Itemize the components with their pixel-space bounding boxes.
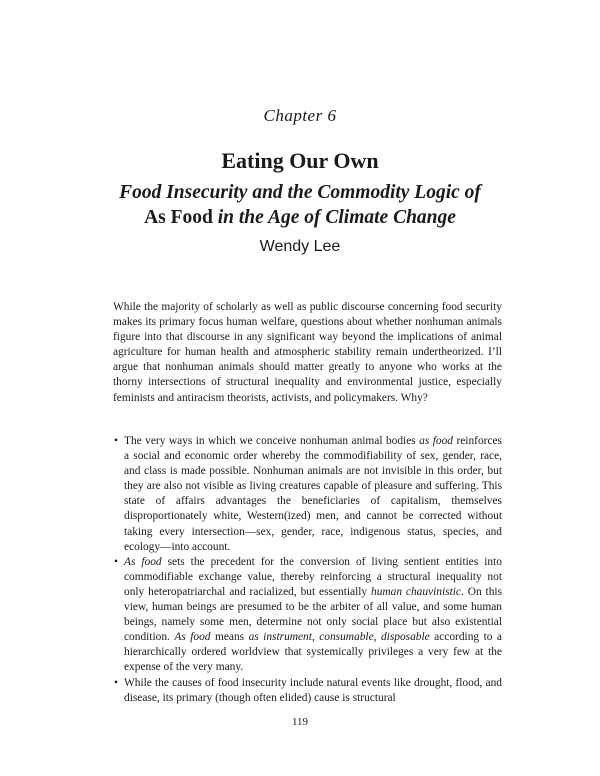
bullet-marker: • [114, 676, 118, 689]
list-item [113, 555, 502, 676]
bullet-text: according to a hierarchically ordered worldview that systemically privileges a very few at the expense of the very many. [124, 631, 502, 674]
bullet-list [113, 434, 502, 706]
chapter-subtitle [0, 180, 600, 230]
bullet-text: reinforces a social and economic order whereby the commodifiability of sex, gender, race, and class is made possible. Nonhuman animals are not invisible in this order, but they are also not visible as living creatures capable of pleasure and suffering. This state of affairs advantages the beneficiaries of capitalism, themselves disproportionately white, Western(ized) men, and cannot be corrected without taking every intersection—sex, gender, race, indigenous status, species, and ecology—into account. [124, 435, 502, 553]
chapter-title: Eating Our Own [221, 148, 379, 173]
bullet-text: The very ways in which we conceive nonhuman animal bodies [124, 435, 420, 447]
bullet-text: sets the precedent for the conversion of living sentient entities into commodifiable exchange value, thereby reinforcing a structural inequality not only heteropatriarchal and racialized, but essentially [124, 555, 502, 598]
list-item [113, 676, 502, 706]
bullet-text: . On this view, human beings are presumed to be the arbiter of all value, and some human beings, namely some men, determine not only social place but also existential condition. [124, 585, 502, 644]
bullet-emphasis: As food [174, 631, 211, 644]
subtitle-line-2 [0, 205, 600, 230]
bullet-emphasis: As food [124, 555, 162, 568]
bullet-marker: • [114, 555, 118, 568]
bullet-emphasis: as instrument, consumable, disposable [248, 631, 430, 644]
author-name: Wendy Lee [259, 238, 341, 255]
chapter-label: Chapter 6 [263, 106, 337, 125]
bullet-text: means [210, 631, 249, 644]
subtitle-climate: in the Age of Climate Change [212, 207, 456, 228]
page-number: 119 [291, 716, 309, 728]
bullet-marker: • [114, 435, 118, 447]
bullet-text: While the causes of food insecurity include natural events like drought, flood, and disease, its primary (though often elided) cause is structural [124, 676, 502, 704]
bullet-emphasis: as food [419, 435, 453, 447]
bullet-emphasis: human chauvinistic [371, 585, 461, 598]
list-item [113, 434, 502, 555]
subtitle-as-food: As Food [144, 207, 213, 228]
intro-paragraph: While the majority of scholarly as well as public discourse concerning food security makes its primary focus human welfare, questions about whether nonhuman animals figure into that discourse in any significant way beyond the implications of animal agriculture for human health and atmospheric stability remain undertheorized. I’ll argue that nonhuman animals should matter greatly to anyone who works at the thorny intersections of structural inequality and environmental justice, especially feminists and antiracism theorists, activists, and policymakers. Why? [113, 301, 502, 404]
subtitle-line-1: Food Insecurity and the Commodity Logic of [119, 182, 481, 203]
